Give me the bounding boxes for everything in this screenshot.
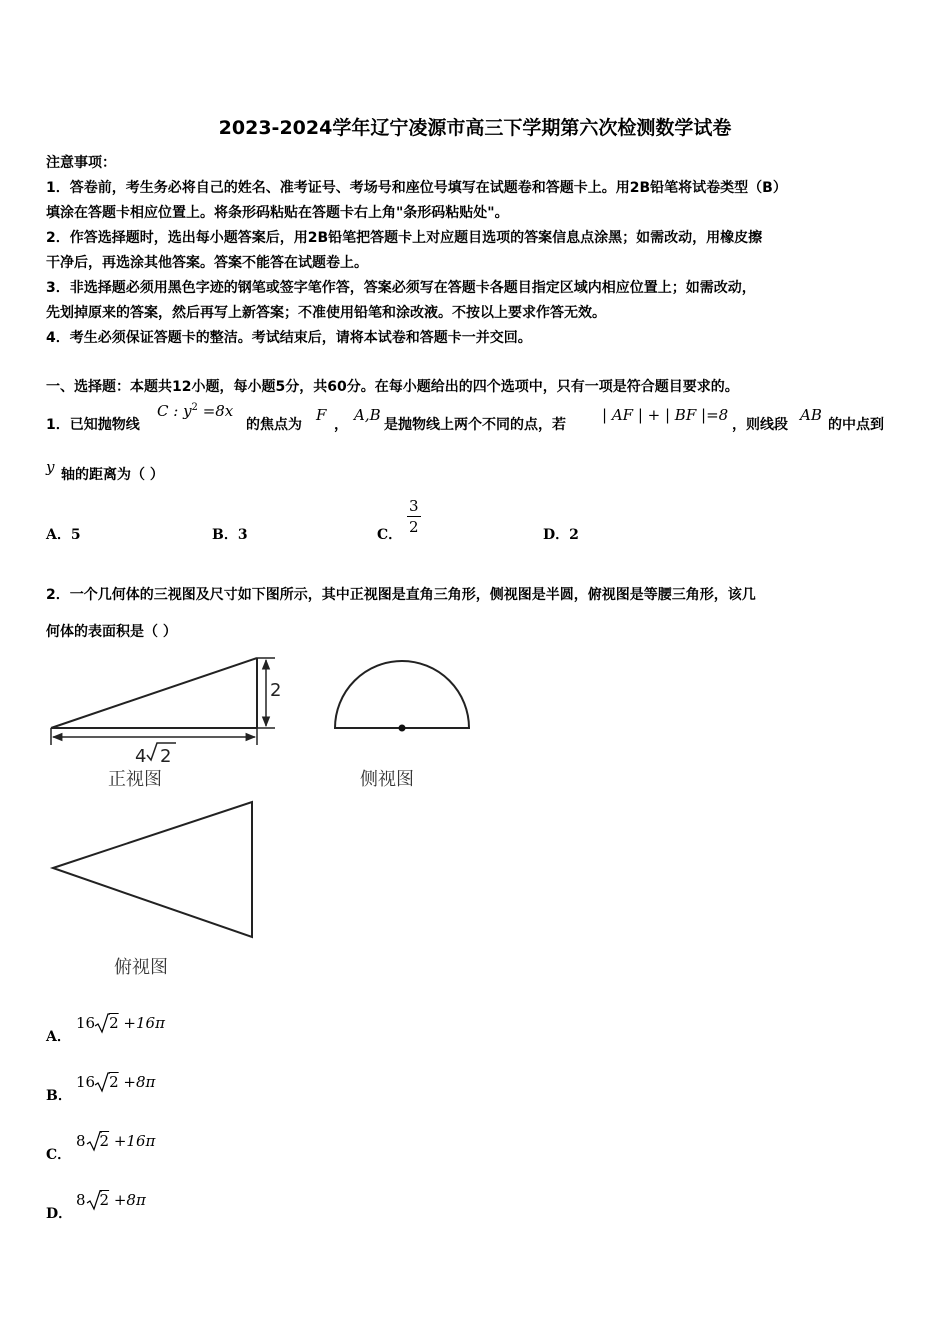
q1-option-a[interactable]: A．5	[46, 527, 81, 543]
top-view-triangle	[53, 802, 252, 937]
three-views-figure	[0, 640, 500, 980]
q1-formula-segment: AB	[800, 406, 822, 424]
top-view-label: 俯视图	[114, 957, 168, 978]
notice-line: 4．考生必须保证答题卡的整洁。考试结束后，请将本试卷和答题卡一并交回。	[46, 330, 532, 346]
notice-line: 2．作答选择题时，选出每小题答案后，用2B铅笔把答题卡上对应题目选项的答案信息点涂黑；如需改动，用橡皮擦	[46, 230, 763, 246]
q1-text: ，	[334, 417, 348, 433]
notice-line: 3．非选择题必须用黑色字迹的钢笔或签字笔作答，答案必须写在答题卡各题目指定区域内相应位置上；如需改动，	[46, 280, 756, 296]
q1-option-b[interactable]: B．3	[212, 527, 248, 543]
side-view-semicircle	[335, 661, 469, 732]
base-label-coef: 4	[135, 746, 147, 767]
q1-formula-condition: | AF | + | BF |=8	[602, 406, 729, 424]
radical-sign	[94, 1071, 110, 1093]
q1-text: 是抛物线上两个不同的点，若	[384, 417, 566, 433]
q1-formula-axis: y	[46, 458, 55, 476]
page-title: 2023-2024学年辽宁凌源市高三下学期第六次检测数学试卷	[218, 117, 732, 139]
notice-heading: 注意事项：	[46, 155, 116, 171]
question-2-text: 2．一个几何体的三视图及尺寸如下图所示，其中正视图是直角三角形，侧视图是半圆，俯视图是等腰三角形，该几	[46, 587, 756, 603]
front-view-triangle	[51, 658, 275, 745]
question-2-text: 何体的表面积是（ ）	[46, 624, 177, 640]
q1-formula-parabola: C : $y^2 =8x$	[157, 402, 234, 420]
q1-text: 1．已知抛物线	[46, 417, 140, 433]
q1-formula-points: A,B	[354, 406, 381, 424]
radical-sign	[86, 1189, 102, 1211]
option-formula: 16 2 +8π	[76, 1073, 156, 1091]
radical-sign	[86, 1130, 102, 1152]
notice-line: 1．答卷前，考生务必将自己的姓名、准考证号、考场号和座位号填写在试题卷和答题卡上。用2B铅笔将试卷类型（B）	[46, 180, 787, 196]
notice-line: 干净后，再选涂其他答案。答案不能答在试题卷上。	[46, 255, 368, 271]
option-formula: 8 2 +8π	[76, 1191, 146, 1209]
notice-line: 先划掉原来的答案，然后再写上新答案；不准使用铅笔和涂改液。不按以上要求作答无效。	[46, 305, 606, 321]
q1-text: 轴的距离为（ ）	[61, 467, 164, 483]
base-label-radicand: 2	[160, 746, 172, 767]
section-heading: 一、选择题：本题共12小题，每小题5分，共60分。在每小题给出的四个选项中，只有一项是符合题目要求的。	[46, 379, 739, 395]
q1-text: 的中点到	[828, 417, 884, 433]
option-formula: 16 2 +16π	[76, 1014, 165, 1032]
notice-line: 填涂在答题卡相应位置上。将条形码粘贴在答题卡右上角"条形码粘贴处"。	[46, 205, 509, 221]
side-view-label: 侧视图	[360, 769, 414, 790]
q1-text: ，则线段	[732, 417, 788, 433]
q1-formula-focus: F	[316, 406, 327, 424]
option-formula: 8 2 +16π	[76, 1132, 156, 1150]
q1-text: 的焦点为	[246, 417, 302, 433]
fraction: $\frac{3}{2}$	[409, 497, 419, 536]
front-view-label: 正视图	[108, 769, 162, 790]
radical-sign	[94, 1012, 110, 1034]
height-label: 2	[270, 680, 282, 701]
q1-option-d[interactable]: D．2	[543, 527, 579, 543]
